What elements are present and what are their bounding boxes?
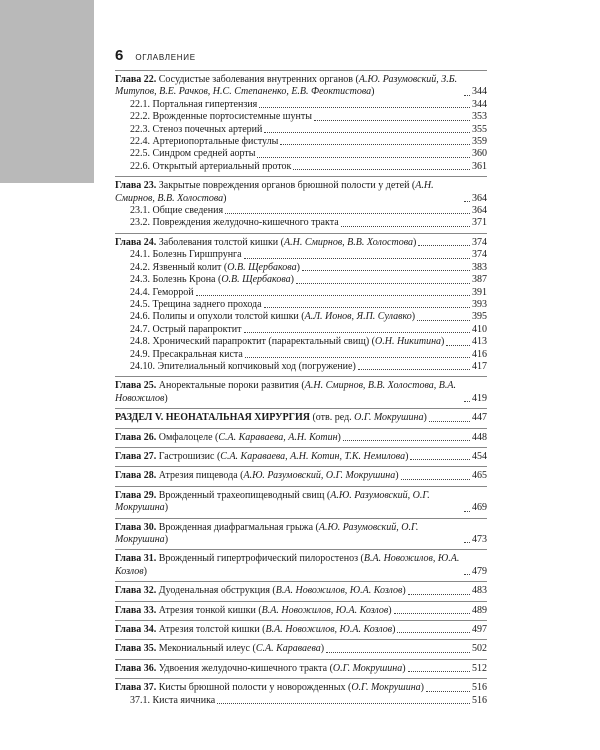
entry-title-text: 22.5. Синдром средней аорты <box>130 148 256 160</box>
dot-leader <box>314 120 470 121</box>
dot-leader <box>408 594 470 595</box>
toc-entry-title <box>115 682 424 694</box>
entry-authors: В.А. Новожилов, Ю.А. Козлов <box>115 553 460 577</box>
page-reference: 465 <box>472 470 487 482</box>
toc-entry-title <box>130 99 257 111</box>
dot-leader <box>464 574 470 575</box>
toc-chapter-block <box>115 432 487 447</box>
entry-title-text: 24.10. Эпителиальный копчиковый ход (погружение) <box>130 360 356 372</box>
entry-title-text: Сосудистые заболевания внутренних органов ( <box>156 74 359 85</box>
entry-closing-paren: ) <box>296 261 300 273</box>
divider-rule <box>115 620 487 621</box>
toc-chapter-block <box>115 663 487 678</box>
chapter-label: Глава 26. <box>115 431 157 443</box>
entry-title-text: Заболевания толстой кишки ( <box>156 236 284 248</box>
divider-rule <box>115 639 487 640</box>
toc-chapter-entry[interactable] <box>115 553 487 578</box>
dot-leader <box>296 283 470 284</box>
toc-entry-title <box>130 205 223 217</box>
dot-leader <box>397 632 470 633</box>
entry-authors: В.А. Новожилов, Ю.А. Козлов <box>265 624 393 636</box>
divider-rule <box>115 549 487 550</box>
entry-authors: А.Ю. Разумовский, О.Г. Мокрушина <box>115 521 419 545</box>
entry-authors: С.А. Караваева <box>255 643 321 655</box>
page-reference: 361 <box>472 160 487 172</box>
toc-subsection-entry[interactable] <box>115 274 487 286</box>
toc-entry-title <box>130 336 444 348</box>
toc-subsection-entry[interactable] <box>115 111 487 123</box>
page-reference: 448 <box>472 431 487 443</box>
entry-title-text: Атрезия толстой кишки ( <box>156 624 266 636</box>
toc-subsection-entry[interactable] <box>115 99 487 111</box>
page-reference: 344 <box>472 86 487 98</box>
toc-entry-title <box>130 217 339 229</box>
divider-rule <box>115 233 487 234</box>
toc-entry-title <box>130 249 242 261</box>
toc-entry-title <box>115 585 406 597</box>
entry-title-text: Аноректальные пороки развития ( <box>156 380 305 392</box>
toc-subsection-entry[interactable] <box>115 205 487 217</box>
dot-leader <box>244 258 470 259</box>
dot-leader <box>446 345 470 346</box>
entry-title-text: 23.1. Общие сведения <box>130 205 224 217</box>
divider-rule <box>115 70 487 71</box>
entry-closing-paren: ) <box>164 534 169 545</box>
entry-closing-paren: ) <box>371 86 375 98</box>
page-reference: 374 <box>472 249 487 261</box>
dot-leader <box>464 511 470 512</box>
entry-title-text: 22.3. Стеноз почечных артерий <box>130 123 263 135</box>
toc-subsection-entry[interactable] <box>115 262 487 274</box>
running-header-title: ОГЛАВЛЕНИЕ <box>135 53 196 62</box>
entry-title-text: 22.4. Артериопортальные фистулы <box>130 136 279 148</box>
toc-chapter-block <box>115 553 487 581</box>
entry-title-text: Закрытые повреждения органов брюшной полости у детей ( <box>156 180 416 192</box>
dot-leader <box>302 270 470 271</box>
toc-chapter-entry[interactable] <box>115 412 487 424</box>
entry-title-text: Дуоденальная обструкция ( <box>156 585 276 597</box>
entry-title-text: Атрезия тонкой кишки ( <box>156 604 262 616</box>
toc-chapter-entry[interactable] <box>115 522 487 547</box>
toc-chapter-block <box>115 682 487 710</box>
side-gray-bar <box>0 0 94 183</box>
entry-title-text: Гастрошизис ( <box>156 450 221 462</box>
page-reference: 413 <box>472 336 487 348</box>
entry-closing-paren: ) <box>423 412 427 424</box>
entry-closing-paren: ) <box>405 450 409 462</box>
toc-subsection-entry[interactable] <box>115 136 487 148</box>
entry-closing-paren: ) <box>402 585 406 597</box>
page-reference: 516 <box>472 682 487 694</box>
entry-title-text: 24.2. Язвенный колит ( <box>130 261 228 273</box>
toc-chapter-entry[interactable] <box>115 180 487 205</box>
dot-leader <box>225 213 470 214</box>
entry-title-text: Атрезия пищевода ( <box>156 470 244 482</box>
divider-rule <box>115 659 487 660</box>
toc-chapter-block <box>115 605 487 620</box>
toc-entry-title <box>115 470 399 482</box>
entry-closing-paren: ) <box>388 604 392 616</box>
dot-leader <box>408 671 470 672</box>
toc-entry-title <box>115 451 408 463</box>
entry-authors: А.Ю. Разумовский, О.Г. Мокрушина <box>115 489 430 514</box>
page-reference: 374 <box>472 236 487 248</box>
dot-leader <box>401 479 470 480</box>
page-reference: 387 <box>472 274 487 286</box>
page-reference: 355 <box>472 123 487 135</box>
chapter-label: Глава 34. <box>115 624 157 636</box>
toc-entry-title <box>115 624 395 636</box>
chapter-label: Глава 35. <box>115 643 157 655</box>
toc-entry-title <box>115 663 406 675</box>
divider-rule <box>115 376 487 377</box>
dot-leader <box>341 226 470 227</box>
toc-subsection-entry[interactable] <box>115 148 487 160</box>
toc-entry-title <box>130 274 294 286</box>
dot-leader <box>464 542 470 543</box>
dot-leader <box>358 369 470 370</box>
toc-entry-title <box>130 299 262 311</box>
toc-chapter-entry[interactable] <box>115 682 487 694</box>
toc-part-block <box>115 409 487 427</box>
page-reference: 395 <box>472 311 487 323</box>
toc-subsection-entry[interactable] <box>115 299 487 311</box>
page-reference: 417 <box>472 360 487 372</box>
chapter-label: Глава 28. <box>115 470 157 482</box>
entry-authors: А.Н. Смирнов, В.В. Холостова <box>115 180 434 204</box>
entry-authors: А.Ю. Разумовский, З.Б. Митупов, В.Е. Рачков, Н.С. Степаненко, Е.В. Феоктистова <box>115 74 458 98</box>
page-reference: 344 <box>472 98 487 110</box>
toc-chapter-block <box>115 643 487 658</box>
toc-entry-title <box>130 148 255 160</box>
chapter-label: Глава 32. <box>115 585 157 597</box>
divider-rule <box>115 518 487 519</box>
page-reference: 502 <box>472 643 487 655</box>
toc-entry-title <box>130 311 415 323</box>
entry-closing-paren: ) <box>402 662 406 674</box>
entry-closing-paren: ) <box>411 311 416 323</box>
page-reference: 479 <box>472 565 487 577</box>
toc-chapter-entry[interactable] <box>115 663 487 675</box>
toc-chapter-block <box>115 451 487 466</box>
entry-closing-paren: ) <box>290 274 294 286</box>
toc-subsection-entry[interactable] <box>115 217 487 229</box>
toc-entry-title <box>130 695 215 707</box>
entry-title-text: 24.5. Трещина заднего прохода <box>130 298 262 310</box>
entry-title-text: Кисты брюшной полости у новорожденных ( <box>156 682 352 694</box>
toc-entry-title <box>115 380 462 405</box>
toc-entry-title <box>115 74 462 99</box>
entry-authors: А.Ю. Разумовский, О.Г. Мокрушина <box>243 470 396 482</box>
entry-closing-paren: ) <box>223 192 227 204</box>
entry-title-text: 24.4. Геморрой <box>130 286 194 298</box>
toc-chapter-entry[interactable] <box>115 74 487 99</box>
entry-title-text: 22.1. Портальная гипертензия <box>130 98 258 110</box>
dot-leader <box>259 107 470 108</box>
dot-leader <box>244 332 471 333</box>
toc-entry-title <box>115 605 392 617</box>
page-reference: 497 <box>472 624 487 636</box>
toc-entry-title <box>130 262 300 274</box>
toc-chapter-entry[interactable] <box>115 432 487 444</box>
dot-leader <box>418 245 470 246</box>
page-reference: 391 <box>472 286 487 298</box>
entry-title-text: 24.6. Полипы и опухоли толстой кишки ( <box>130 311 305 323</box>
toc-subsection-entry[interactable] <box>115 361 487 373</box>
toc-chapter-block <box>115 180 487 233</box>
toc-subsection-entry[interactable] <box>115 161 487 173</box>
toc-subsection-entry[interactable] <box>115 695 487 707</box>
dot-leader <box>429 421 470 422</box>
toc-entry-title <box>115 553 462 578</box>
chapter-label: Глава 36. <box>115 662 157 674</box>
page-reference: 454 <box>472 450 487 462</box>
page-reference: 489 <box>472 604 487 616</box>
toc-chapter-block <box>115 380 487 408</box>
toc-entry-title <box>130 136 278 148</box>
toc-subsection-entry[interactable] <box>115 311 487 323</box>
page-reference: 364 <box>472 192 487 204</box>
entry-authors: С.А. Караваева, А.Н. Котин <box>218 431 338 443</box>
entry-closing-paren: ) <box>320 643 325 655</box>
toc-entry-title <box>115 412 427 424</box>
entry-authors: А.Н. Смирнов, В.В. Холостова <box>284 236 413 248</box>
entry-title-text: (отв. ред. <box>309 412 355 424</box>
dot-leader <box>426 691 470 692</box>
dot-leader <box>293 169 470 170</box>
divider-rule <box>115 581 487 582</box>
chapter-label: Глава 25. <box>115 380 157 392</box>
chapter-label: Глава 22. <box>115 74 157 85</box>
page-reference: 483 <box>472 585 487 597</box>
divider-rule <box>115 601 487 602</box>
toc-chapter-entry[interactable] <box>115 624 487 636</box>
dot-leader <box>464 95 470 96</box>
page-header <box>115 47 196 63</box>
chapter-label: Глава 24. <box>115 236 157 248</box>
toc-chapter-entry[interactable] <box>115 490 487 515</box>
toc-chapter-block <box>115 624 487 639</box>
toc-subsection-entry[interactable] <box>115 249 487 261</box>
entry-closing-paren: ) <box>164 392 168 404</box>
page-reference: 419 <box>472 392 487 404</box>
divider-rule <box>115 447 487 448</box>
entry-title-text: Врожденная диафрагмальная грыжа ( <box>156 521 319 533</box>
entry-title-text: Удвоения желудочно-кишечного тракта ( <box>156 662 333 674</box>
toc-entry-title <box>130 349 243 361</box>
entry-authors: О.Н. Никитина <box>375 336 442 348</box>
toc-entry-title <box>115 643 324 655</box>
toc-chapter-block <box>115 522 487 550</box>
divider-rule <box>115 176 487 177</box>
entry-closing-paren: ) <box>392 624 396 636</box>
toc-chapter-entry[interactable] <box>115 237 487 249</box>
dot-leader <box>196 295 470 296</box>
toc-subsection-entry[interactable] <box>115 336 487 348</box>
toc-chapter-block <box>115 470 487 485</box>
toc-chapter-block <box>115 490 487 518</box>
page-reference: 516 <box>472 694 487 706</box>
entry-title-text: 24.3. Болезнь Крона ( <box>130 274 222 286</box>
page-reference: 359 <box>472 136 487 148</box>
entry-authors: В.А. Новожилов, Ю.А. Козлов <box>261 604 389 616</box>
table-of-contents <box>115 70 487 710</box>
entry-title-text: 22.6. Открытый артериальный проток <box>130 160 292 172</box>
toc-chapter-entry[interactable] <box>115 380 487 405</box>
chapter-label: РАЗДЕЛ V. НЕОНАТАЛЬНАЯ ХИРУРГИЯ <box>115 412 310 424</box>
entry-title-text: Врожденный трахеопищеводный свищ ( <box>156 489 331 501</box>
toc-chapter-entry[interactable] <box>115 605 487 617</box>
dot-leader <box>417 320 470 321</box>
entry-title-text: 24.8. Хронический парапроктит (параректальный свищ) ( <box>130 336 375 348</box>
dot-leader <box>280 144 470 145</box>
entry-closing-paren: ) <box>412 236 417 248</box>
page-reference: 371 <box>472 217 487 229</box>
page-reference: 353 <box>472 111 487 123</box>
toc-entry-title <box>130 161 291 173</box>
divider-rule <box>115 428 487 429</box>
toc-entry-title <box>130 111 312 123</box>
entry-authors: А.Н. Смирнов, В.В. Холостова, В.А. Новожилов <box>115 380 456 404</box>
toc-entry-title <box>115 522 462 547</box>
dot-leader <box>245 357 470 358</box>
page-reference: 410 <box>472 323 487 335</box>
dot-leader <box>217 703 470 704</box>
entry-title-text: Омфалоцеле ( <box>156 431 219 443</box>
page-reference: 447 <box>472 412 487 424</box>
page-reference: 512 <box>472 662 487 674</box>
toc-chapter-entry[interactable] <box>115 585 487 597</box>
dot-leader <box>343 440 470 441</box>
toc-chapter-block <box>115 237 487 376</box>
toc-entry-title <box>115 180 462 205</box>
toc-subsection-entry[interactable] <box>115 349 487 361</box>
entry-authors: О.Г. Мокрушина <box>351 682 421 694</box>
page-reference: 364 <box>472 205 487 217</box>
page-reference: 416 <box>472 348 487 360</box>
entry-closing-paren: ) <box>337 431 341 443</box>
chapter-label: Глава 31. <box>115 553 157 565</box>
toc-subsection-entry[interactable] <box>115 324 487 336</box>
toc-entry-title <box>115 432 341 444</box>
entry-closing-paren: ) <box>164 502 169 514</box>
entry-closing-paren: ) <box>395 470 399 482</box>
toc-chapter-entry[interactable] <box>115 643 487 655</box>
dot-leader <box>410 459 470 460</box>
entry-title-text: 24.7. Острый парапроктит <box>130 323 242 335</box>
dot-leader <box>264 132 470 133</box>
entry-authors: О.В. Щербакова <box>227 261 297 273</box>
toc-entry-title <box>130 324 242 336</box>
entry-closing-paren: ) <box>441 336 445 348</box>
entry-title-text: 24.9. Пресакральная киста <box>130 348 243 360</box>
divider-rule <box>115 678 487 679</box>
toc-chapter-block <box>115 74 487 176</box>
toc-chapter-block <box>115 585 487 600</box>
entry-authors: О.Г. Мокрушина <box>332 662 403 674</box>
toc-entry-title <box>130 287 194 299</box>
entry-title-text: 37.1. Киста яичника <box>130 694 216 706</box>
chapter-label: Глава 37. <box>115 682 157 694</box>
entry-authors: О.В. Щербакова <box>221 274 291 286</box>
toc-chapter-entry[interactable] <box>115 470 487 482</box>
entry-closing-paren: ) <box>143 565 147 577</box>
dot-leader <box>464 401 470 402</box>
chapter-label: Глава 27. <box>115 450 157 462</box>
toc-entry-title <box>130 361 356 373</box>
page-reference: 473 <box>472 534 487 545</box>
entry-authors: О.Г. Мокрушина <box>354 412 424 424</box>
toc-entry-title <box>115 490 462 515</box>
chapter-label: Глава 33. <box>115 604 157 616</box>
page-reference: 393 <box>472 298 487 310</box>
page-reference: 360 <box>472 148 487 160</box>
toc-chapter-entry[interactable] <box>115 451 487 463</box>
entry-title-text: 24.1. Болезнь Гиршпрунга <box>130 249 242 261</box>
dot-leader <box>257 157 470 158</box>
entry-title-text: Мекониальный илеус ( <box>156 643 256 655</box>
entry-authors: А.Л. Ионов, Я.П. Сулавко <box>304 311 412 323</box>
entry-title-text: 23.2. Повреждения желудочно-кишечного тракта <box>130 217 339 229</box>
toc-entry-title <box>130 124 262 136</box>
page-reference: 469 <box>472 502 487 514</box>
entry-closing-paren: ) <box>420 682 425 694</box>
page-reference: 383 <box>472 261 487 273</box>
chapter-label: Глава 29. <box>115 489 157 501</box>
chapter-label: Глава 23. <box>115 180 157 192</box>
toc-subsection-entry[interactable] <box>115 124 487 136</box>
page-number: 6 <box>115 47 124 64</box>
divider-rule <box>115 466 487 467</box>
entry-authors: С.А. Караваева, А.Н. Котин, Т.К. Немилова <box>220 450 406 462</box>
entry-title-text: 22.2. Врожденные портосистемные шунты <box>130 111 312 123</box>
chapter-label: Глава 30. <box>115 521 157 533</box>
dot-leader <box>326 652 470 653</box>
toc-entry-title <box>115 237 416 249</box>
entry-title-text: Врожденный гипертрофический пилоростеноз ( <box>156 553 364 565</box>
dot-leader <box>464 201 470 202</box>
entry-authors: В.А. Новожилов, Ю.А. Козлов <box>275 585 403 597</box>
dot-leader <box>264 307 470 308</box>
toc-subsection-entry[interactable] <box>115 287 487 299</box>
divider-rule <box>115 486 487 487</box>
dot-leader <box>394 613 470 614</box>
